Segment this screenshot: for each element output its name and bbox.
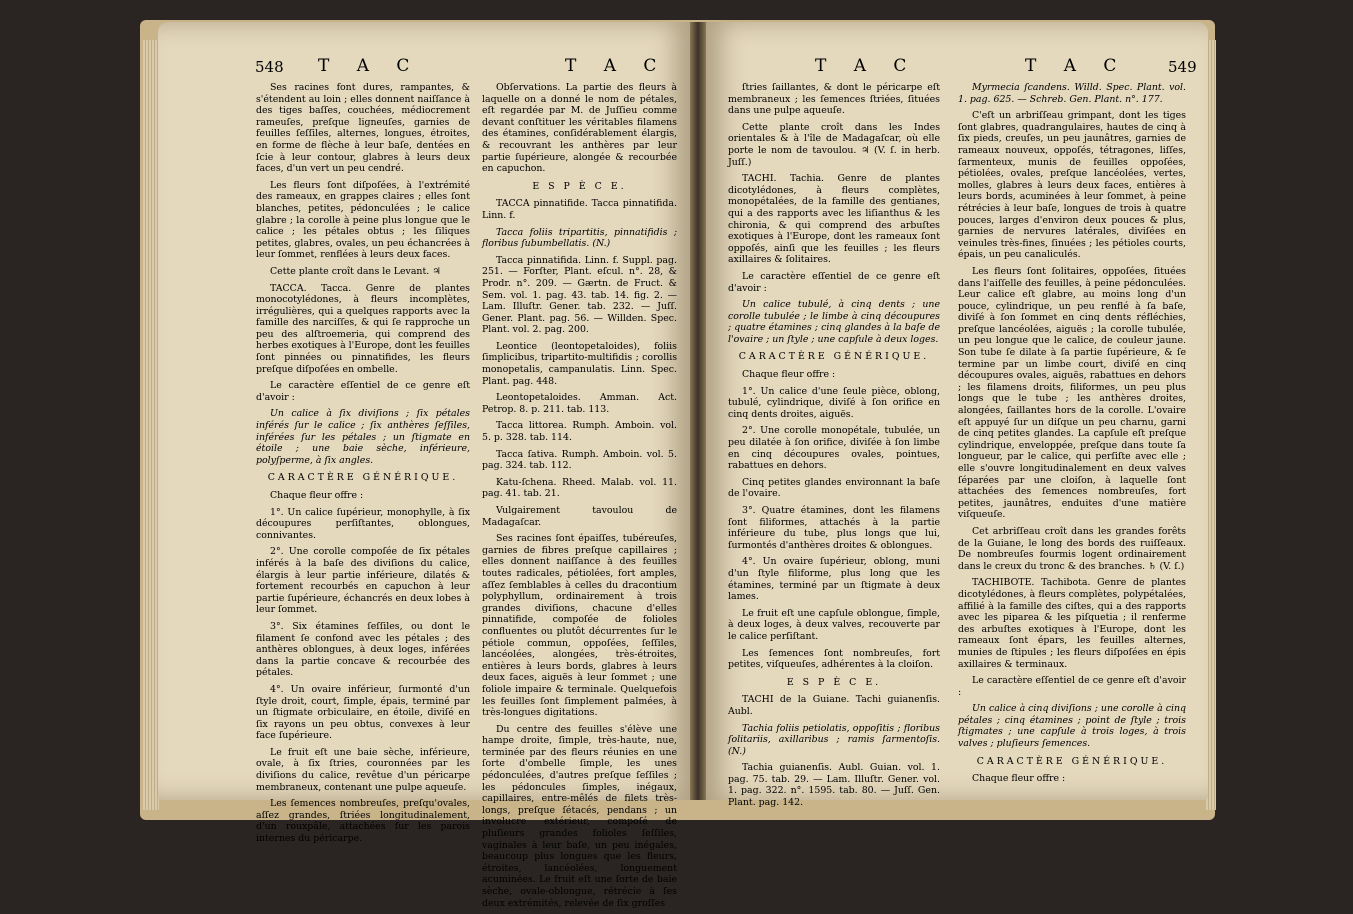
section-heading: E S P È C E. bbox=[532, 180, 627, 192]
vernacular-name: Vulgairement tavoulou de Madagaſcar. bbox=[482, 505, 677, 528]
paragraph: C'eſt un arbriſſeau grimpant, dont les tiges ſont glabres, quadrangulaires, hautes de cinq à ſix pieds, creuſes, un peu jaunâtres, garnies de rameaux nouveux, oppoſés, tétragones, liſſes, ſarmenteux, munis de feuilles oppoſées, pétiolées, ovales, preſque lancéolées, vertes, molles, glabres à leurs deux faces, entières à leurs bords, acuminées à leur ſommet, à peine rétrécies à leur baſe, longues de trois à quatre pouces, larges d'environ deux pouces & plus, garnies de nervures latérales, diviſées en veinules très-fines, ſinuées ; les pétioles courts, épais, un peu canaliculés. bbox=[958, 110, 1186, 261]
latin-diagnosis: Tacca foliis tripartitis, pinnatifidis ; floribus ſubumbellatis. (N.) bbox=[482, 226, 677, 250]
paragraph: ſtries ſaillantes, & dont le péricarpe eſt membraneux ; les ſemences ſtriées, ſituées dans une pulpe aqueuſe. bbox=[728, 82, 940, 117]
book-gutter bbox=[690, 22, 706, 800]
left-column-1 bbox=[256, 82, 470, 850]
paragraph: 3°. Quatre étamines, dont les filamens ſont filiformes, attachés à la partie inférieure du tube, plus longs que lui, ſurmontés d'anthères droites & oblongues. bbox=[728, 505, 940, 551]
paragraph: Ses racines ſont épaiſſes, tubéreuſes, garnies de fibres preſque capillaires ; elles donnent naiſſance à des feuilles toutes radicales, pétiolées, fort amples, aſſez ſemblables à celles du dracontium polyphyllum, ordinairement à trois grandes diviſions, chacune d'elles pinnatifide, compoſée de folioles confluentes ou plutôt décurrentes ſur le pétiole commun, oppoſées, ſeſſiles, lancéolées, alongées, très-étroites, entières à leurs bords, glabres à leurs deux faces, aiguës à leur ſommet ; une foliole impaire & terminale. Quelquefois les feuilles ſont ſimplement palmées, à très-longues digitations. bbox=[482, 533, 677, 719]
paragraph: Le fruit eſt une capſule oblongue, ſimple, à deux loges, à deux valves, recouverte par le calice perſiſtant. bbox=[728, 607, 940, 642]
paragraph: 1°. Un calice d'une ſeule pièce, oblong, tubulé, cylindrique, diviſé à ſon orifice en cinq dents droites, aiguës. bbox=[728, 385, 940, 420]
reference: Leontopetaloides. Amman. Act. Petrop. 8. p. 211. tab. 113. bbox=[482, 392, 677, 415]
paragraph: 3°. Six étamines ſeſſiles, ou dont le filament ſe confond avec les pétales ; des anthères oblongues, à deux loges, inférées dans la partie concave & recourbée des pétales. bbox=[256, 620, 470, 679]
paragraph: Cette plante croît dans les Indes orientales & à l'île de Madagaſcar, où elle porte le nom de tavoulou. ♃ (V. ſ. in herb. Juſſ.) bbox=[728, 121, 940, 168]
left-running-head-1: T A C bbox=[318, 56, 421, 76]
paragraph: 4°. Un ovaire ſupérieur, oblong, muni d'un ſtyle filiforme, plus long que les étamines, terminé par un ſtigmate à deux lames. bbox=[728, 556, 940, 603]
essential-character: Un calice à ſix diviſions ; ſix pétales inférés ſur le calice ; ſix anthères ſeſſiles, inférées ſur les pétales ; un ſtigmate en étoile ; une baie sèche, inférieure, polyſperme, à ſix angles. bbox=[256, 408, 470, 466]
entry-tacca: TACCA. Tacca. Genre de plantes monocotylédones, à fleurs incomplètes, irrégulières, qui a quelques rapports avec la famille des narciſſes, & qui ſe rapproche un peu des alſtroemeria, qui comprend des herbes exotiques à l'Europe, dont les feuilles ſont pinnées ou pinnatifides, les fleurs preſque diſpoſées en ombelle. bbox=[256, 282, 470, 375]
reference: Tacca pinnatifida. Linn. f. Suppl. pag. 251. — Forſter, Plant. eſcul. n°. 28, & Prodr. n°. 209. — Gærtn. de Fruct. & Sem. vol. 1. pag. 43. tab. 14. fig. 2. — Lam. Illuſtr. Gener. tab. 232. — Juſſ. Gener. Plant. pag. 56. — Willden. Spec. Plant. vol. 2. pag. 200. bbox=[482, 254, 677, 336]
reference: Tacca ſativa. Rumph. Amboin. vol. 5. pag. 324. tab. 112. bbox=[482, 448, 677, 472]
essential-character: Un calice tubulé, à cinq dents ; une corolle tubulée ; le limbe à cinq découpures ; quatre étamines ; cinq glandes à la baſe de l'ovaire ; un ſtyle ; une capſule à deux loges. bbox=[728, 299, 940, 345]
right-column-2 bbox=[958, 82, 1186, 790]
page-edges-left bbox=[143, 40, 159, 810]
paragraph: Obſervations. La partie des fleurs à laquelle on a donné le nom de pétales, eſt regardée par M. de Juſſieu comme devant conſtituer les véritables filamens des étamines, conſidérablement élargis, & recouvrant les anthères par leur partie ſupérieure, alongée & recourbée en capuchon. bbox=[482, 82, 677, 175]
species-name: TACCA pinnatifide. Tacca pinnatifida. Linn. f. bbox=[482, 198, 677, 221]
paragraph: 1°. Un calice ſupérieur, monophylle, à ſix découpures perſiſtantes, oblongues, connivantes. bbox=[256, 506, 470, 541]
left-column-2 bbox=[482, 82, 677, 914]
paragraph: Les fleurs ſont diſpoſées, à l'extrémité des rameaux, en grappes claires ; elles ſont blanches, petites, pédonculées ; le calice glabre ; la corolle à peine plus longue que le calice ; les pétales obtus ; les ſiliques petites, glabres, ovales, un peu échancrées à leur ſommet, renflées à leurs deux faces. bbox=[256, 179, 470, 261]
reference: Katu-ſchena. Rheed. Malab. vol. 11. pag. 41. tab. 21. bbox=[482, 476, 677, 500]
paragraph: Le caractère eſſentiel de ce genre eſt d'avoir : bbox=[728, 270, 940, 294]
paragraph: Chaque fleur offre : bbox=[972, 773, 1066, 785]
paragraph: Chaque fleur offre : bbox=[742, 369, 836, 381]
section-heading: E S P È C E. bbox=[786, 676, 882, 688]
paragraph: 2°. Une corolle compoſée de ſix pétales inférés à la baſe des diviſions du calice, élargis à leur partie inférieure, dilatés & fortement recourbés en capuchon à leur partie ſupérieure, échancrés en deux lobes à leur ſommet. bbox=[256, 546, 470, 616]
paragraph: Le fruit eſt une baie sèche, inférieure, ovale, à ſix ſtries, couronnées par les diviſions du calice, revêtue d'un péricarpe membraneux, contenant une pulpe aqueuſe. bbox=[256, 746, 470, 793]
latin-diagnosis: Tachia foliis petiolatis, oppoſitis ; floribus ſolitariis, axillaribus ; ramis ſarmentoſis. (N.) bbox=[728, 722, 940, 757]
left-running-head-2: T A C bbox=[565, 56, 668, 76]
paragraph: 2°. Une corolle monopétale, tubulée, un peu dilatée à ſon orifice, diviſée à ſon limbe en cinq découpures ovales, pointues, rabattues en dehors. bbox=[728, 425, 940, 472]
section-heading: CARACTÈRE GÉNÉRIQUE. bbox=[738, 351, 930, 363]
right-running-head-2: T A C bbox=[1025, 56, 1128, 76]
right-column-1 bbox=[728, 82, 940, 814]
paragraph: Cet arbriſſeau croît dans les grandes forêts de la Guiane, le long des bords des ruiſſeaux. De nombreuſes fourmis logent ordinairement dans le creux du tronc & des branches. ♄ (V. ſ.) bbox=[958, 525, 1186, 572]
paragraph: Cinq petites glandes environnant la baſe de l'ovaire. bbox=[728, 476, 940, 500]
right-running-head-1: T A C bbox=[815, 56, 918, 76]
reference: Tachia guianenſis. Aubl. Guian. vol. 1. pag. 75. tab. 29. — Lam. Illuſtr. Gener. vol. 1. pag. 322. n°. 1595. tab. 80. — Juſſ. Gen. Plant. pag. 142. bbox=[728, 762, 940, 809]
paragraph: Les ſemences nombreuſes, preſqu'ovales, aſſez grandes, ſtriées longitudinalement, d'un rouxpâle, attachées ſur les parois internes du péricarpe. bbox=[256, 798, 470, 845]
reference: Tacca littorea. Rumph. Amboin. vol. 5. p. 328. tab. 114. bbox=[482, 420, 677, 444]
right-page-number: 549 bbox=[1168, 58, 1197, 76]
section-heading: CARACTÈRE GÉNÉRIQUE. bbox=[976, 755, 1168, 767]
species-name: TACHI de la Guiane. Tachi guianenſis. Aubl. bbox=[728, 694, 940, 717]
paragraph: Les fleurs ſont ſolitaires, oppoſées, ſituées dans l'aiſſelle des feuilles, à peine pédonculées. Leur calice eſt glabre, au moins long d'un pouce, cylindrique, un peu renflé à ſa baſe, diviſé à ſon ſommet en cinq dents réfléchies, preſque lancéolées, aiguës ; la corolle tubulée, un peu longue que le calice, de couleur jaune. Son tube ſe dilate à ſa partie ſupérieure, & ſe termine par un limbe court, diviſé en cinq découpures ovales, aiguës, rabattues en dehors ; les filamens droits, filiformes, un peu plus longs que le tube ; les anthères droites, alongées, ſaillantes hors de la corolle. L'ovaire eſt appuyé ſur un diſque un peu charnu, garni de cinq petites glandes. La capſule eſt preſque cylindrique, enveloppée, preſque dans toute ſa longueur, par le calice, qui perſiſte avec elle ; elle s'ouvre longitudinalement en deux valves ſéparées par une cloiſon, à laquelle ſont attachées des ſemences nombreuſes, fort petites, jaunâtres, enduites d'une matière viſqueuſe. bbox=[958, 265, 1186, 521]
paragraph: Ses racines font dures, rampantes, & s'étendent au loin ; elles donnent naiſſance à des tiges baſſes, couchées, médiocrement rameuſes, preſque ligneuſes, garnies de feuilles ſeſſiles, alternes, longues, étroites, en forme de flèche à leur baſe, dentées en ſcie à leur contour, glabres à leurs deux faces, d'un vert un peu cendré. bbox=[256, 82, 470, 175]
paragraph: Chaque fleur offre : bbox=[270, 490, 364, 501]
reference: Leontice (leontopetaloides), foliis ſimplicibus, tripartito-multifidis ; corollis monopetalis, campanulatis. Linn. Spec. Plant. pag. 448. bbox=[482, 340, 677, 387]
paragraph: Du centre des feuilles s'élève une hampe droite, ſimple, très-haute, nue, terminée par des fleurs réunies en une ſorte d'ombelle ſimple, les unes pédonculées, d'autres preſque ſeſſiles ; les pédoncules ſimples, inégaux, capillaires, entre-mêlés de filets très-longs, preſque ſétacés, pendans ; un involucre extérieur, compoſé de pluſieurs grandes folioles ſeſſiles, vaginales à leur baſe, un peu inégales, beaucoup plus longues que les fleurs, étroites, lancéolées, longuement acuminées. Le fruit eſt une ſorte de baie sèche, ovale-oblongue, rétrécie à ſes deux extrémités, relevée de ſix groſſes bbox=[482, 723, 677, 909]
entry-tachibote: TACHIBOTE. Tachibota. Genre de plantes dicotylédones, à fleurs complètes, polypétalées, affilié à la famille des ciſtes, qui a des rapports avec les piparea & les piſquetia ; il renferme des arbuſtes exotiques à l'Europe, dont les rameaux ſont épars, les feuilles alternes, munies de ſtipules ; les fleurs diſpoſées en épis axillaires & terminaux. bbox=[958, 577, 1186, 670]
paragraph: Le caractère eſſentiel de ce genre eſt d'avoir : bbox=[958, 675, 1186, 698]
paragraph: Cette plante croît dans le Levant. ♃ bbox=[270, 265, 441, 277]
entry-tachi: TACHI. Tachia. Genre de plantes dicotylédones, à fleurs complètes, monopétalées, de la famille des gentianes, qui a des rapports avec les liſianthus & les chironia, & qui comprend des arbuſtes exotiques à l'Europe, dont les rameaux ſont oppoſés, ainſi que les feuilles ; les fleurs axillaires & ſolitaires. bbox=[728, 173, 940, 266]
essential-character: Un calice à cinq diviſions ; une corolle à cinq pétales ; cinq étamines ; point de ſtyle ; trois ſtigmates ; une capſule à trois loges, à trois valves ; pluſieurs ſemences. bbox=[958, 703, 1186, 750]
paragraph: Le caractère eſſentiel de ce genre eſt d'avoir : bbox=[256, 380, 470, 403]
paragraph: 4°. Un ovaire inférieur, ſurmonté d'un ſtyle droit, court, ſimple, épais, terminé par un ſtigmate orbiculaire, en étoile, diviſé en ſix rayons un peu obtus, convexes à leur face ſupérieure. bbox=[256, 683, 470, 742]
left-page-number: 548 bbox=[255, 58, 284, 76]
synonym: Myrmecia ſcandens. Willd. Spec. Plant. vol. 1. pag. 625. — Schreb. Gen. Plant. n°. 177. bbox=[958, 82, 1186, 105]
section-heading: CARACTÈRE GÉNÉRIQUE. bbox=[267, 472, 459, 484]
paragraph: Les ſemences ſont nombreuſes, fort petites, viſqueuſes, adhérentes à la cloiſon. bbox=[728, 647, 940, 671]
